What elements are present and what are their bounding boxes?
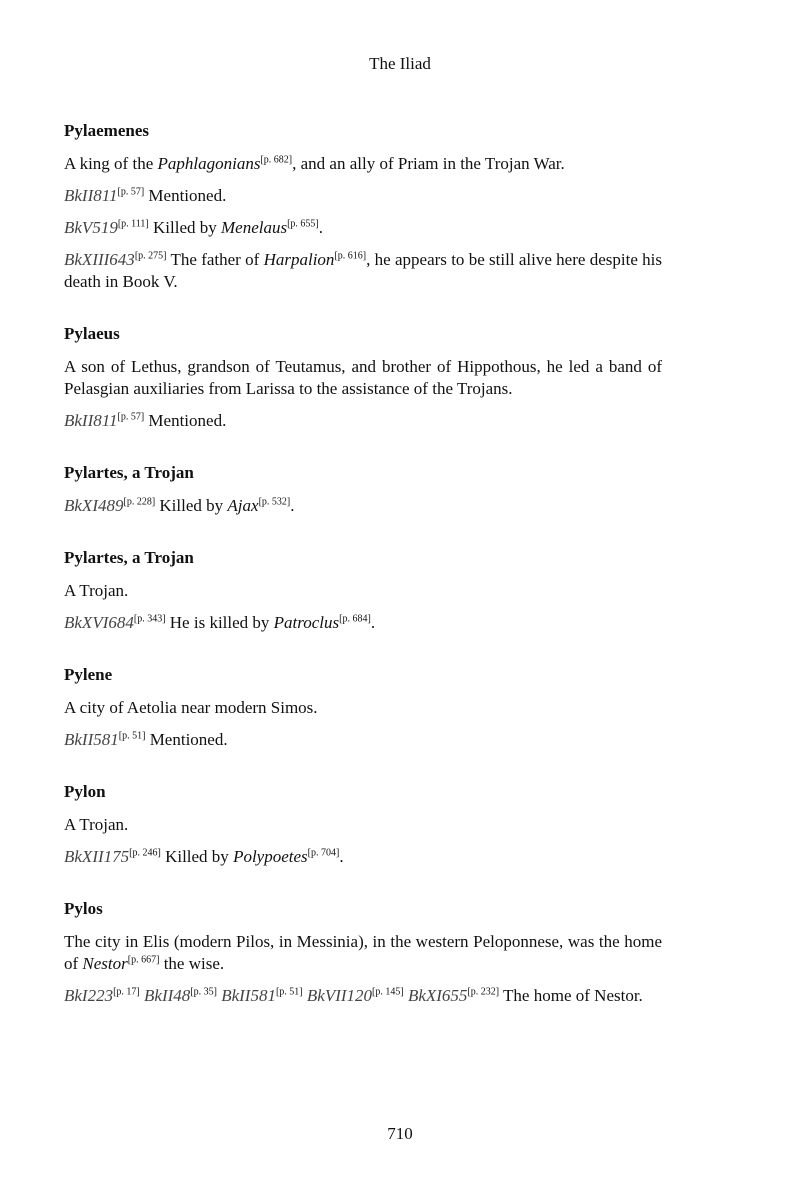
text-run: , he appears to be still alive here despite his death in Book V.: [64, 250, 662, 291]
book-reference-link[interactable]: BkXI489: [64, 496, 124, 515]
book-reference-link[interactable]: BkXVI684: [64, 613, 134, 632]
text-run: A Trojan.: [64, 581, 129, 600]
book-reference-link[interactable]: BkXI655: [407, 986, 468, 1005]
glossary-entry: [64, 898, 662, 1007]
page-ref-marker[interactable]: [p. 667]: [127, 954, 160, 966]
glossary-entry: [64, 547, 662, 634]
page-ref-marker[interactable]: [p. 51]: [275, 986, 303, 998]
cross-reference-link[interactable]: Polypoetes: [233, 847, 308, 866]
page-ref-marker[interactable]: [p. 343]: [133, 613, 166, 625]
cross-reference-link[interactable]: Menelaus: [221, 218, 288, 237]
entry-title: Pylartes, a Trojan: [64, 548, 194, 567]
text-run: .: [339, 847, 344, 866]
page-ref-marker[interactable]: [p. 655]: [287, 218, 319, 230]
book-reference-link[interactable]: BkI223: [64, 986, 114, 1005]
text-run: A city of Aetolia near modern Simos.: [64, 698, 318, 717]
entry-title: Pylaeus: [64, 324, 120, 343]
text-run: He is killed by: [165, 613, 274, 632]
book-reference-link[interactable]: BkII811: [64, 411, 118, 430]
text-run: Killed by: [155, 496, 228, 515]
book-reference-link[interactable]: BkV519: [64, 218, 118, 237]
page-ref-marker[interactable]: [p. 57]: [117, 411, 145, 423]
page-ref-marker[interactable]: [p. 111]: [117, 218, 149, 230]
text-run: A Trojan.: [64, 815, 129, 834]
entry-title: Pylos: [64, 899, 103, 918]
text-run: , and an ally of Priam in the Trojan War.: [292, 154, 565, 173]
entry-paragraph: [64, 580, 662, 602]
running-header: The Iliad: [369, 54, 431, 73]
page-ref-marker[interactable]: [p. 57]: [117, 186, 145, 198]
cross-reference-link[interactable]: Nestor: [82, 954, 128, 973]
entry-paragraph: [64, 612, 662, 634]
cross-reference-link[interactable]: Paphlagonians: [157, 154, 261, 173]
page-ref-marker[interactable]: [p. 232]: [467, 986, 500, 998]
glossary-entry: [64, 781, 662, 868]
text-run: Mentioned.: [144, 411, 227, 430]
page-ref-marker[interactable]: [p. 616]: [334, 250, 367, 262]
entry-title: Pylene: [64, 665, 113, 684]
page-ref-marker[interactable]: [p. 532]: [258, 496, 291, 508]
entry-paragraph: [64, 697, 662, 719]
page-ref-marker[interactable]: [p. 35]: [190, 986, 217, 998]
cross-reference-link[interactable]: Ajax: [227, 496, 259, 515]
page-ref-marker[interactable]: [p. 246]: [129, 847, 161, 859]
entry-paragraph: [64, 814, 662, 836]
page-ref-marker[interactable]: [p. 17]: [113, 986, 140, 998]
glossary-entry: [64, 462, 662, 517]
entry-title: Pylartes, a Trojan: [64, 463, 194, 482]
entry-paragraph: [64, 985, 662, 1007]
text-run: Killed by: [148, 218, 221, 237]
book-reference-link[interactable]: BkII581: [221, 986, 276, 1005]
entry-paragraph: [64, 931, 662, 975]
entry-paragraph: [64, 185, 662, 207]
text-run: The home of Nestor.: [499, 986, 643, 1005]
glossary-entry: [64, 120, 662, 293]
glossary-content: [64, 120, 662, 1037]
cross-reference-link[interactable]: Patroclus: [273, 613, 340, 632]
text-run: Mentioned.: [144, 186, 227, 205]
text-run: .: [318, 218, 324, 237]
entry-paragraph: [64, 410, 662, 432]
entry-paragraph: [64, 846, 662, 868]
text-run: Killed by: [160, 847, 234, 866]
text-run: The father of: [166, 250, 264, 269]
page-ref-marker[interactable]: [p. 145]: [372, 986, 404, 998]
cross-reference-link[interactable]: Harpalion: [263, 250, 335, 269]
text-run: A son of Lethus, grandson of Teutamus, and brother of Hippothous, he led a band of Pelasgian auxiliaries from Larissa to the assistance of the Trojans.: [64, 357, 662, 398]
entry-title: Pylaemenes: [64, 121, 149, 140]
page-ref-marker[interactable]: [p. 228]: [123, 496, 156, 508]
text-run: the wise.: [159, 954, 225, 973]
book-reference-link[interactable]: BkXII175: [64, 847, 130, 866]
glossary-entry: [64, 323, 662, 432]
page-ref-marker[interactable]: [p. 682]: [260, 154, 293, 166]
page-ref-marker[interactable]: [p. 684]: [339, 613, 371, 625]
text-run: The city in Elis (modern Pilos, in Messinia), in the western Peloponnese, was the home of: [64, 932, 662, 973]
entry-paragraph: [64, 249, 662, 293]
page-number: 710: [387, 1124, 413, 1143]
entry-paragraph: [64, 729, 662, 751]
book-reference-link[interactable]: BkVII120: [306, 986, 373, 1005]
page-ref-marker[interactable]: [p. 704]: [307, 847, 340, 859]
entry-paragraph: [64, 153, 662, 175]
book-reference-link[interactable]: BkII581: [64, 730, 119, 749]
page-ref-marker[interactable]: [p. 51]: [118, 730, 146, 742]
entry-paragraph: [64, 495, 662, 517]
book-reference-link[interactable]: BkXIII643: [64, 250, 135, 269]
book-reference-link[interactable]: BkII811: [64, 186, 118, 205]
glossary-entry: [64, 664, 662, 751]
entry-title: Pylon: [64, 782, 106, 801]
entry-paragraph: [64, 356, 662, 400]
text-run: .: [290, 496, 295, 515]
page-ref-marker[interactable]: [p. 275]: [134, 250, 167, 262]
text-run: .: [370, 613, 376, 632]
book-reference-link[interactable]: BkII48: [144, 986, 191, 1005]
text-run: Mentioned.: [145, 730, 228, 749]
text-run: A king of the: [64, 154, 158, 173]
entry-paragraph: [64, 217, 662, 239]
